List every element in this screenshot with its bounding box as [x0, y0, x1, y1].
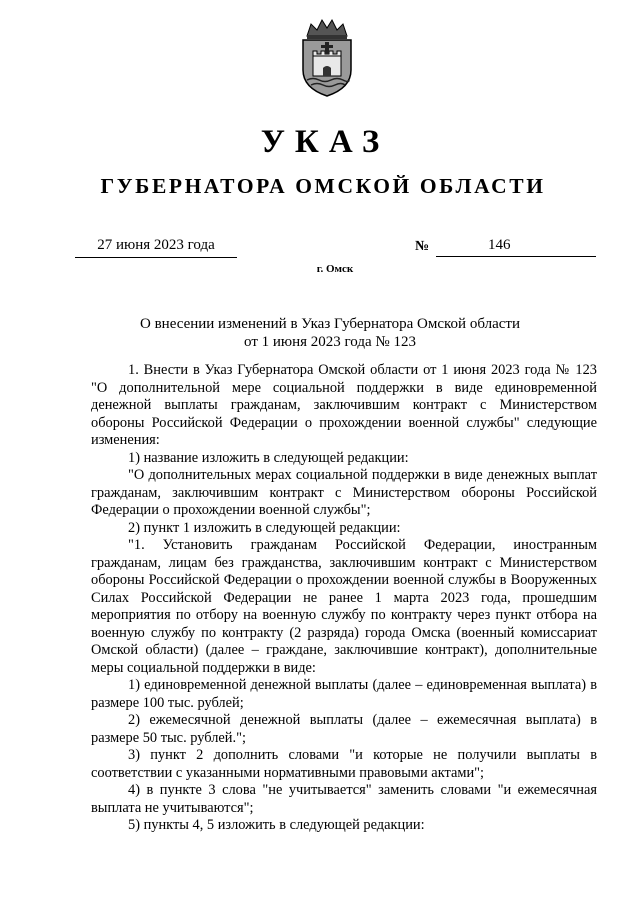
body-paragraph: 1) название изложить в следующей редакции: — [128, 449, 409, 466]
document-title: УКАЗ — [260, 124, 390, 160]
body-paragraph: 3) пункт 2 дополнить словами "и которые не получили выплаты в соответствии с указанными нормативными правовыми актами"; — [91, 747, 597, 781]
decree-body — [91, 362, 597, 835]
body-paragraph: 5) пункты 4, 5 изложить в следующей редакции: — [128, 817, 425, 833]
body-paragraph: 1) единовременной денежной выплаты (далее – единовременная выплата) в размере 100 тыс. рублей; — [91, 677, 597, 711]
document-issuer: ГУБЕРНАТОРА ОМСКОЙ ОБЛАСТИ — [100, 174, 546, 198]
body-paragraph: "1. Установить гражданам Российской Федерации, иностранным гражданам, лицам без гражданства, заключившим контракт с Министерством обороны Российской Федерации о прохождении военной службы в Вооруженных Силах Российской Федерации не ранее 1 марта 2023 года, прошедшим мероприятия по отбору на военную службу по контракту через пункт отбора на военную службу по контракту (2 разряда) города Омска (военный комиссариат Омской области) (далее – граждане, заключившие контракт), дополнительные меры социальной поддержки в виде: — [91, 537, 597, 676]
body-paragraph: 4) в пункте 3 слова "не учитывается" заменить словами "и ежемесячная выплата не учитываются"; — [91, 782, 597, 816]
body-paragraph: "О дополнительных мерах социальной поддержки в виде денежных выплат гражданам, заключившим контракт с Министерством обороны Российской Федерации о прохождении военной службы"; — [91, 467, 597, 518]
body-paragraph: 1. Внести в Указ Губернатора Омской области от 1 июня 2023 года № 123 "О дополнительной мере социальной поддержки в виде единовременной денежной выплаты гражданам, заключившим контракт с Министерством обороны Российской Федерации о прохождении военной службы" следующие изменения: — [91, 362, 597, 448]
subject-line: от 1 июня 2023 года № 123 — [244, 333, 416, 350]
decree-number: 146 — [436, 235, 596, 257]
decree-subject — [120, 316, 540, 351]
number-sign: № — [415, 239, 430, 254]
decree-city: г. Омск — [316, 263, 354, 275]
decree-date: 27 июня 2023 года — [75, 235, 237, 258]
body-paragraph: 2) пункт 1 изложить в следующей редакции: — [128, 519, 401, 536]
subject-line: О внесении изменений в Указ Губернатора Омской области — [140, 316, 520, 332]
body-paragraph: 2) ежемесячной денежной выплаты (далее – ежемесячная выплата) в размере 50 тыс. рублей."; — [91, 712, 597, 746]
coat-of-arms-emblem — [293, 18, 361, 98]
